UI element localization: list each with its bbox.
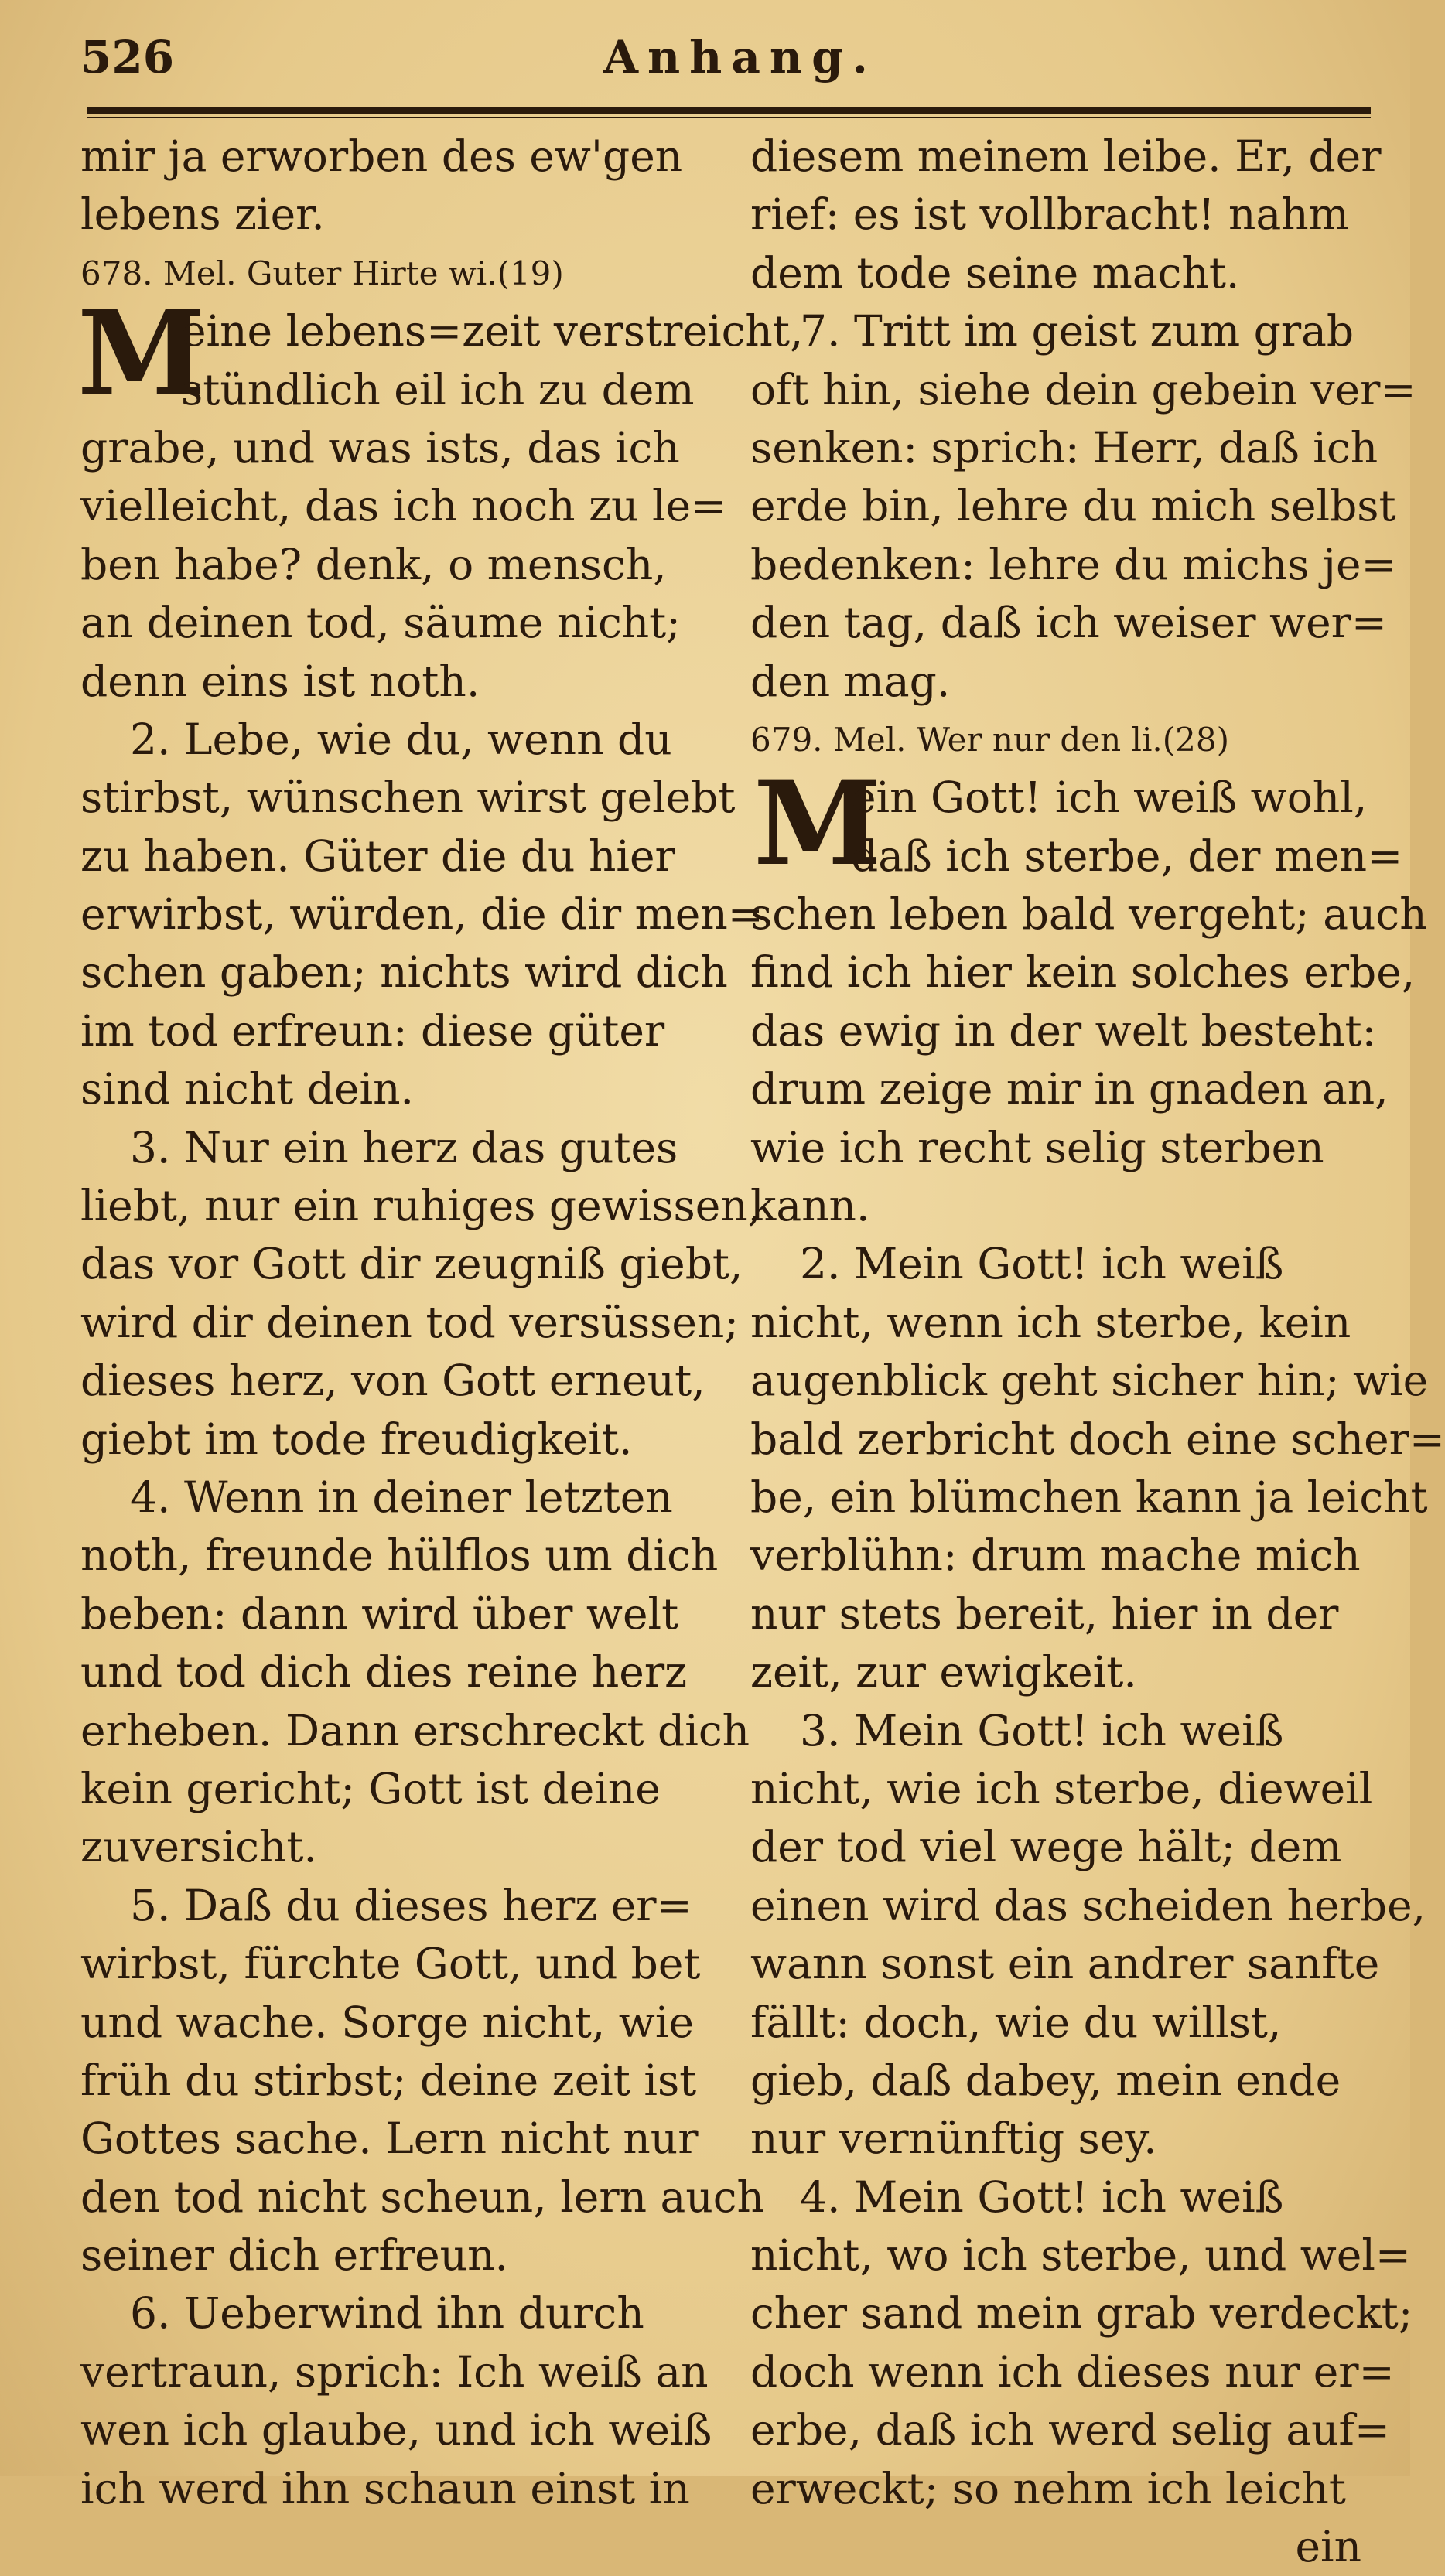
right-line: 2. Mein Gott! ich weiß	[800, 1239, 1284, 1289]
right-line: find ich hier kein solches erbe,	[750, 947, 1416, 998]
right-line: der tod viel wege hält; dem	[750, 1822, 1342, 1872]
left-line: seiner dich erfreun.	[80, 2230, 508, 2281]
right-line: wann sonst ein andrer sanfte	[750, 1939, 1380, 1989]
left-line: im tod erfreun: diese güter	[80, 1005, 665, 1056]
right-line: rief: es ist vollbracht! nahm	[750, 189, 1349, 240]
right-line: ein Gott! ich weiß wohl,	[851, 773, 1368, 823]
right-line: nicht, wenn ich sterbe, kein	[750, 1297, 1351, 1347]
right-line: diesem meinem leibe. Er, der	[750, 131, 1382, 181]
right-column	[750, 128, 1445, 2576]
right-line: gieb, daß dabey, mein ende	[750, 2055, 1341, 2105]
right-line: nicht, wo ich sterbe, und wel=	[750, 2230, 1412, 2281]
right-line: fällt: doch, wie du willst,	[750, 1997, 1282, 2047]
left-line: vielleicht, das ich noch zu le=	[80, 481, 727, 531]
right-line: kann.	[750, 1181, 870, 1231]
left-line: noth, freunde hülflos um dich	[80, 1530, 719, 1581]
left-line: kein gericht; Gott ist deine	[80, 1763, 661, 1813]
right-line: erde bin, lehre du mich selbst	[750, 481, 1396, 531]
right-line: 7. Tritt im geist zum grab	[800, 306, 1354, 357]
right-line: cher sand mein grab verdeckt;	[750, 2288, 1413, 2339]
left-line: erwirbst, würden, die dir men=	[80, 889, 763, 940]
left-line: und wache. Sorge nicht, wie	[80, 1997, 694, 2047]
right-line: erbe, daß ich werd selig auf=	[750, 2405, 1390, 2455]
left-line: an deinen tod, säume nicht;	[80, 598, 681, 648]
left-line: und tod dich dies reine herz	[80, 1647, 688, 1697]
right-line: bald zerbricht doch eine scher=	[750, 1414, 1445, 1464]
right-line: bedenken: lehre du michs je=	[750, 539, 1397, 589]
right-line: das ewig in der welt besteht:	[750, 1005, 1377, 1056]
catchword: ein	[1295, 2522, 1361, 2572]
right-line: verblühn: drum mache mich	[750, 1530, 1361, 1581]
left-line: dieses herz, von Gott erneut,	[80, 1356, 705, 1406]
left-line: zuversicht.	[80, 1822, 317, 1872]
left-line: schen gaben; nichts wird dich	[80, 947, 728, 998]
right-line: 4. Mein Gott! ich weiß	[800, 2172, 1284, 2222]
left-line: ben habe? denk, o mensch,	[80, 539, 667, 589]
left-line: 4. Wenn in deiner letzten	[130, 1472, 673, 1522]
left-line: denn eins ist noth.	[80, 656, 480, 706]
right-line: erweckt; so nehm ich leicht	[750, 2463, 1346, 2513]
header-rule-thin	[87, 117, 1371, 118]
right-line: oft hin, siehe dein gebein ver=	[750, 364, 1416, 415]
left-line: wen ich glaube, und ich weiß	[80, 2405, 712, 2455]
left-line: stündlich eil ich zu dem	[181, 364, 695, 415]
right-line: augenblick geht sicher hin; wie	[750, 1356, 1429, 1406]
right-line: senken: sprich: Herr, daß ich	[750, 422, 1378, 473]
right-line: nicht, wie ich sterbe, dieweil	[750, 1763, 1373, 1813]
header-rule-thick	[87, 107, 1371, 114]
right-line: zeit, zur ewigkeit.	[750, 1647, 1137, 1697]
left-line: 2. Lebe, wie du, wenn du	[130, 714, 672, 764]
right-line: daß ich sterbe, der men=	[851, 831, 1403, 881]
right-line: doch wenn ich dieses nur er=	[750, 2346, 1395, 2397]
page-number: 526	[80, 31, 175, 84]
left-line: stirbst, wünschen wirst gelebt	[80, 773, 736, 823]
left-line: 678. Mel. Guter Hirte wi.(19)	[80, 254, 564, 292]
left-line: mir ja erworben des ew'gen	[80, 131, 683, 181]
left-line: sind nicht dein.	[80, 1064, 415, 1114]
right-line: dem tode seine macht.	[750, 247, 1240, 298]
running-head: Anhang.	[603, 31, 877, 84]
right-line: 3. Mein Gott! ich weiß	[800, 1705, 1284, 1755]
right-line: nur vernünftig sey.	[750, 2114, 1157, 2164]
left-column	[80, 128, 804, 2518]
left-line: den tod nicht scheun, lern auch	[80, 2172, 764, 2222]
right-line: drum zeige mir in gnaden an,	[750, 1064, 1389, 1114]
dropcap-hymn-679: M	[753, 756, 883, 892]
left-line: wirbst, fürchte Gott, und bet	[80, 1939, 701, 1989]
left-line: Gottes sache. Lern nicht nur	[80, 2114, 699, 2164]
left-line: 6. Ueberwind ihn durch	[130, 2288, 644, 2339]
right-line: den mag.	[750, 656, 951, 706]
left-line: ich werd ihn schaun einst in	[80, 2463, 690, 2513]
left-line: vertraun, sprich: Ich weiß an	[80, 2346, 709, 2397]
right-line: nur stets bereit, hier in der	[750, 1588, 1339, 1639]
left-line: giebt im tode freudigkeit.	[80, 1414, 633, 1464]
right-line: be, ein blümchen kann ja leicht	[750, 1472, 1428, 1522]
left-line: beben: dann wird über welt	[80, 1588, 679, 1639]
right-line: einen wird das scheiden herbe,	[750, 1880, 1426, 1930]
right-line: den tag, daß ich weiser wer=	[750, 598, 1388, 648]
left-line: lebens zier.	[80, 189, 325, 240]
left-line: erheben. Dann erschreckt dich	[80, 1705, 750, 1755]
dropcap-hymn-678: M	[77, 285, 207, 421]
left-line: liebt, nur ein ruhiges gewissen,	[80, 1181, 762, 1231]
right-line: schen leben bald vergeht; auch	[750, 889, 1427, 940]
left-line: früh du stirbst; deine zeit ist	[80, 2055, 697, 2105]
left-line: wird dir deinen tod versüssen;	[80, 1297, 739, 1347]
left-line: das vor Gott dir zeugniß giebt,	[80, 1239, 743, 1289]
right-line: 679. Mel. Wer nur den li.(28)	[750, 720, 1229, 759]
left-line: 3. Nur ein herz das gutes	[130, 1122, 678, 1172]
left-line: eine lebens=zeit verstreicht,	[181, 306, 804, 357]
left-line: grabe, und was ists, das ich	[80, 422, 680, 473]
left-line: 5. Daß du dieses herz er=	[130, 1880, 692, 1930]
right-line: wie ich recht selig sterben	[750, 1122, 1324, 1172]
left-line: zu haben. Güter die du hier	[80, 831, 675, 881]
